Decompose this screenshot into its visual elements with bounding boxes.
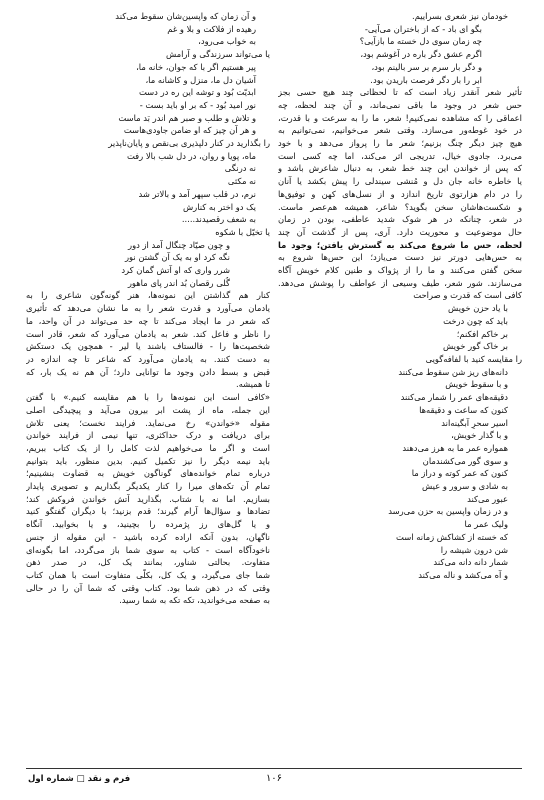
journal-name: فرم و نقد □ شماره اول bbox=[28, 774, 131, 784]
text-line: «کافی است این نمونه‌ها را با هم مقایسه کنیم.» با گفتن bbox=[26, 392, 270, 403]
text-line: و شکست‌هاشان سخن بگوید؟ شاعر، همیشه هم‌عصر ماست. bbox=[278, 201, 522, 212]
text-line: و یا گل‌های رز پژمرده را بچینید، و یا بخوابید. آنگاه bbox=[26, 519, 270, 530]
text-line: متفاوت. بحالتی شناور، بمانند یک کل، در صدر ذهن bbox=[26, 557, 270, 568]
text-line: به شعف رقصیدند..... bbox=[181, 214, 256, 225]
text-line: هیچ چیز دیگر چنگ بزنیم؛ شعر ما را پرواز می‌دهد و با خود bbox=[278, 138, 522, 149]
text-line: تا همیشه. bbox=[236, 379, 270, 390]
text-line: لحظه، حس ما شروع می‌کند به گسترش یافتن؛ وجود ما bbox=[278, 239, 522, 250]
text-line: باید نیمه دیگر را نیز تکمیل کنیم. بدین منظور، باید بتوانیم bbox=[26, 455, 270, 466]
text-line: چه زمان سوی دل خسته ما بازآیی؟ bbox=[359, 36, 482, 47]
text-line: یادمان می‌آورد و قدرت شعر را به ما نشان می‌دهد که تأثیری bbox=[26, 303, 270, 314]
text-line: به صفحه می‌خواندید، تکه تکه به شما رسید. bbox=[119, 595, 270, 606]
text-line: برای دریافت و درک حداکثری، تنها نیمی از فرایند خواندن bbox=[26, 430, 270, 441]
text-line: بسازیم. اما نه با شتاب. بگذارید آتش خواندن فروکش کند؛ bbox=[26, 493, 270, 504]
text-line: و با گذار خویش، bbox=[451, 430, 508, 441]
text-line: درباره تمام خوانده‌های گوناگون خویش به قضاوت بنشینیم؛ bbox=[26, 468, 270, 479]
text-line: که خسته از کشاکش زمانه است bbox=[396, 531, 508, 542]
text-line: ناخودآگاه است - کتاب به سوی شما باز می‌گردد، اما بگونه‌ای bbox=[26, 544, 270, 555]
text-line: در شعر، چنانکه در هر شوک شدید عاطفی، بودن در زمان bbox=[278, 214, 522, 225]
text-line: و آن زمان که واپسین‌شان سقوط می‌کند bbox=[115, 11, 256, 21]
right-column bbox=[278, 10, 522, 582]
text-line: را ناظر و فاعل کند. شعر به یادمان می‌آورد که شعر، قادر است bbox=[26, 328, 270, 339]
text-line: اگرم عشق دگر باره در آغوشم بود، bbox=[360, 49, 482, 60]
text-line: و در زمان واپسین به حزن می‌رسد bbox=[388, 506, 508, 517]
text-line: را مقایسه کنید با لفافه‌گویی bbox=[425, 353, 522, 364]
text-line: می‌سازند. شور شعر، طیف وسیعی از عواطف را پوشش می‌دهد. bbox=[278, 277, 522, 288]
text-line: نرم، در قلب سپهر آمد و بالاتر شد bbox=[138, 188, 256, 199]
text-line: را در دام هزارتوی تاریخ اندازد و از نسل‌های کهن و توفیق‌ها bbox=[278, 188, 522, 199]
text-line: یک دو اختر به کنارش bbox=[182, 201, 256, 212]
text-line: تمام آن تکه‌های میرا را کنار یکدیگر بگذاریم و تصویری پایدار bbox=[26, 481, 270, 492]
text-line: بر خاک گور خویش bbox=[442, 341, 508, 352]
text-line: به شادی و سرور و عیش bbox=[421, 481, 508, 492]
text-line: ناگهان، بدون آنکه اراده کرده باشید - این مقوله از جنس bbox=[26, 531, 270, 542]
text-line: دانه‌های ریز شن سقوط می‌کنند bbox=[398, 366, 508, 377]
text-line: نگه کرد او به یک آن گشتن نور bbox=[125, 252, 230, 263]
text-line: نه درنگی bbox=[224, 163, 256, 174]
text-line: که پس از خواندن این چند خط شعر، به دنبال شاعرش باشد و bbox=[278, 163, 522, 174]
text-line: یا می‌تواند سرزندگی و آرامش bbox=[166, 49, 270, 60]
text-line: به حس‌هایی دورتر نیز دست می‌یازد؛ این حس‌ها شروع به bbox=[278, 252, 522, 263]
text-line: می‌برد. جادوی خیال، تدریجی اثر می‌کند، اما چه کسی است bbox=[278, 150, 522, 161]
page bbox=[26, 10, 522, 762]
text-line: همواره عمر ما به هرز می‌دهند bbox=[402, 442, 508, 453]
text-line: را بگذارید در کنار دلپذیری بی‌نقص و پایان‌ناپذیر bbox=[108, 138, 270, 149]
text-line: تأثیر شعر آنقدر زیاد است که تا لحظاتی چند هیچ حسی بجز bbox=[278, 87, 522, 98]
text-line: ولیک عمر ما bbox=[464, 519, 508, 530]
text-line: رهیده از فلاکت و بلا و غم bbox=[167, 23, 256, 34]
text-line: این جمله، ماه از پشت ابر بیرون می‌آید و پیچیدگی اصلی bbox=[26, 404, 270, 415]
text-line: شن درون شیشه را bbox=[440, 544, 508, 555]
text-line: که شعر در ما ایجاد می‌کند تا چه حد می‌تواند در آن واحد، ما bbox=[26, 315, 270, 326]
text-line: تضادها و سؤال‌ها آرام گیرند؛ قدم بزنید؛ با دیگران گفتگو کنید bbox=[26, 506, 270, 517]
text-line: در خود غوطه‌ور می‌سازد. وقتی شعر می‌خوانیم، نمی‌توانیم به bbox=[278, 125, 522, 136]
text-line: خودمان نیز شعری بسراییم. bbox=[412, 11, 508, 21]
text-line: است و اگر ما می‌خواهیم لذت کامل را از یک کتاب ببریم، bbox=[26, 442, 270, 453]
text-line: پیر هستیم اگر با که جوان، خانه ما، bbox=[136, 61, 256, 72]
text-line: شرر واری که او آتش گمان کرد bbox=[121, 265, 230, 276]
text-line: گُلی رقصان بُد اندر پای ماهور bbox=[127, 277, 230, 288]
text-line: وقتی که در ذهن شما بود. کتاب وقتی که شما آن را در حالی bbox=[26, 582, 270, 593]
text-line: یا خاطره خانه جان دل و مُنشی سیندلی را پیش بکشد یا آنان bbox=[278, 176, 522, 187]
text-line: آشیان دل ما، منزل و کاشانه ما، bbox=[145, 74, 256, 85]
text-line: یا تخیّل با شکوه bbox=[215, 226, 270, 237]
text-line: شخصیت‌ها را - فالستاف باشند یا لیر - همچون یک دستکش bbox=[26, 341, 270, 352]
text-line: ابر را بار دگر فرصت باریدن بود. bbox=[370, 74, 482, 85]
text-line: قبض و بسط دادن وجود ما توانایی دارد؛ آن هم نه یک بار، که bbox=[26, 366, 270, 377]
text-line: دقیقه‌های عمر را شمار می‌کنند bbox=[400, 392, 508, 403]
text-line: کافی است که قدرت و صراحت bbox=[413, 290, 522, 301]
page-number: ۱۰۶ bbox=[265, 773, 283, 784]
text-line: اسیر سحرِ آبگینه‌اند bbox=[441, 417, 508, 428]
text-line: کنون که ساعت و دقیقه‌ها bbox=[419, 404, 508, 415]
text-line: بگو ای باد - که از باختران می‌آیی- bbox=[364, 23, 482, 34]
text-line: و با سقوط خویش bbox=[445, 379, 508, 390]
text-line: به دست کنند. به یادمان می‌آورد که شاعر تا چه اندازه در bbox=[26, 353, 270, 364]
text-line: نه مکثی bbox=[227, 176, 256, 187]
text-line: و آه می‌کشد و ناله می‌کند bbox=[418, 569, 508, 580]
text-line: اعماقی را که مشاهده نمی‌کنیم! شعر، ما را به سرعت و با قدرت، bbox=[278, 112, 522, 123]
text-line: با یاد حزن خویش bbox=[448, 303, 508, 314]
page-footer bbox=[26, 768, 522, 791]
text-line: و هر آن چیز که او ضامن جاودی‌هاست bbox=[123, 125, 256, 136]
text-line: عبور می‌کند bbox=[467, 493, 508, 504]
text-line: کنار هم گذاشتن این نمونه‌ها، هنر گونه‌گون شاعری را به bbox=[26, 290, 270, 301]
text-line: حس شعر در وجود ما باقی نمی‌ماند، و آن چند لحظه، چه bbox=[278, 99, 522, 110]
text-line: و تلاش و طلب و صبر هم اندر بَد ماست bbox=[118, 112, 256, 123]
text-line: حال موضوعیت و محوریت دارد. آری، پس از گذشت آن چند bbox=[278, 226, 522, 237]
text-line: و چون صیّاد چنگال آمد از دور bbox=[128, 239, 230, 250]
left-column bbox=[26, 10, 270, 607]
text-line: ابدیّت بُود و توشه این ره در دست bbox=[138, 87, 256, 98]
text-line: سخن گفتن می‌کنند و ما را از پژواک و طنین کلام خویش آگاه bbox=[278, 265, 522, 276]
text-line: شما جای می‌گیرد، و یک کل، بکلّی متفاوت است با همان کتاب bbox=[26, 569, 270, 580]
text-line: بر خاکم افکنم؛ bbox=[456, 328, 508, 339]
text-line: کنون که عمر کوته و دراز ما bbox=[411, 468, 508, 479]
text-line: به خواب می‌رود، bbox=[198, 36, 256, 47]
text-line: نور امید بُود - که بر او باید بست - bbox=[139, 99, 256, 110]
text-line: ماه، پویا و روان، در دل شب بالا رفت bbox=[126, 150, 256, 161]
text-line: و دگر بار سرم بر سر بالینم بود، bbox=[371, 61, 482, 72]
text-line: و سوی گور می‌کشندمان bbox=[422, 455, 508, 466]
text-line: شمار دانه دانه می‌کند bbox=[433, 557, 508, 568]
text-line: باید که چون درخت bbox=[443, 315, 508, 326]
text-line: مقوله «خواندن» رخ می‌نماید. فرایند نخست؛ یعنی تلاش bbox=[26, 417, 270, 428]
